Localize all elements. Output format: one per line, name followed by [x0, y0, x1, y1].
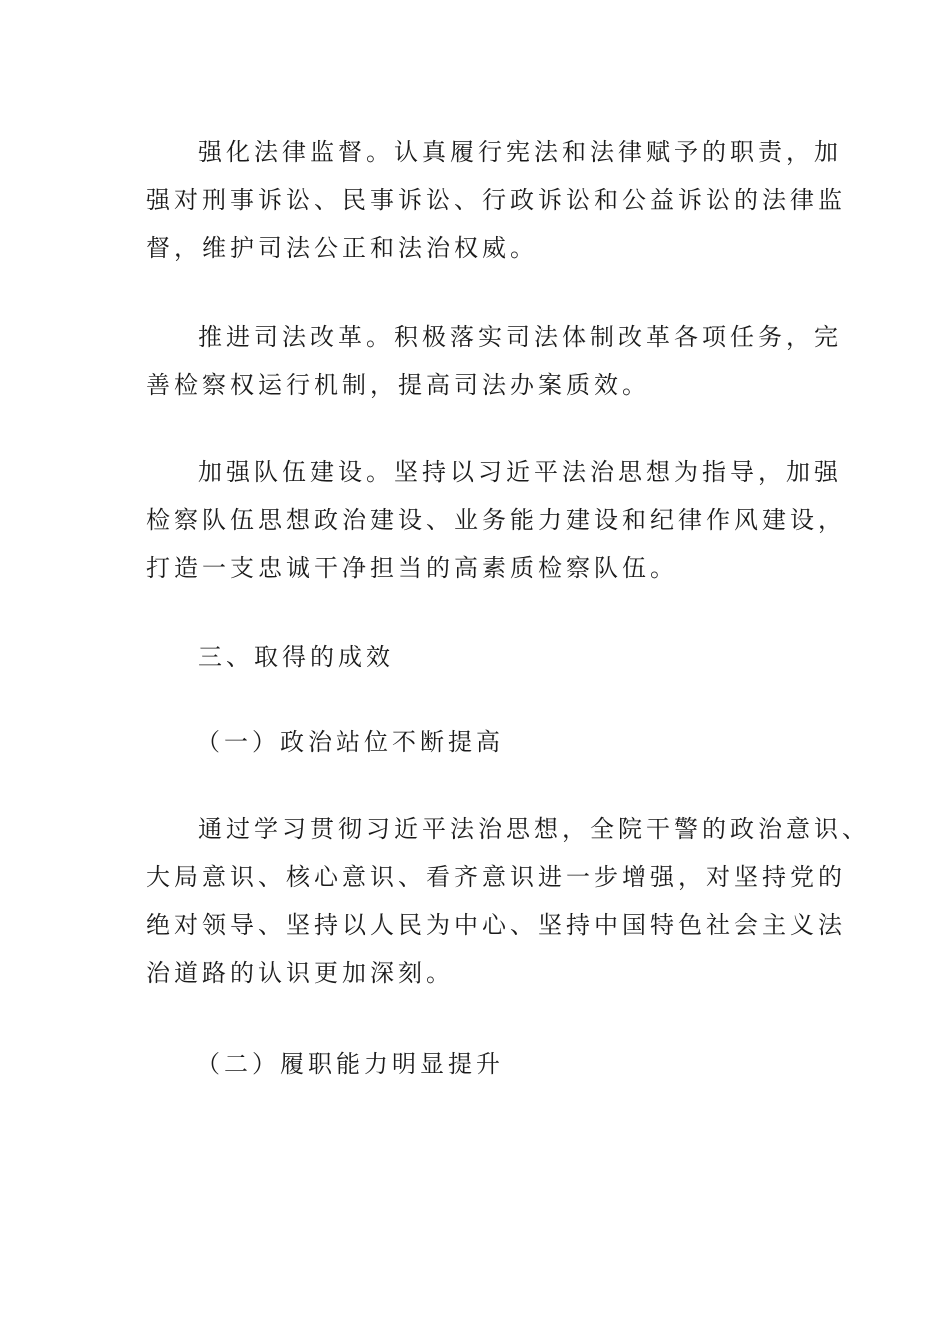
- paragraph-line: 善检察权运行机制，提高司法办案质效。: [146, 371, 650, 399]
- paragraph-line: 打造一支忠诚干净担当的高素质检察队伍。: [146, 554, 678, 582]
- paragraph-line: 强化法律监督。认真履行宪法和法律赋予的职责，加: [198, 138, 842, 166]
- paragraph-legal-supervision: [146, 128, 846, 272]
- subsection-title-performance: （二）履职能力明显提升: [196, 1050, 504, 1078]
- paragraph-line: 督，维护司法公正和法治权威。: [146, 234, 538, 262]
- subsection-title-political-stance: （一）政治站位不断提高: [196, 728, 504, 756]
- paragraph-line: 治道路的认识更加深刻。: [146, 959, 454, 987]
- paragraph-line: 通过学习贯彻习近平法治思想，全院干警的政治意识、: [198, 815, 870, 843]
- paragraph-line: 检察队伍思想政治建设、业务能力建设和纪律作风建设，: [146, 506, 846, 534]
- paragraph-judicial-reform: [146, 313, 842, 409]
- paragraph-line: 加强队伍建设。坚持以习近平法治思想为指导，加强: [198, 458, 842, 486]
- paragraph-line: 推进司法改革。积极落实司法体制改革各项任务，完: [198, 323, 842, 351]
- paragraph-line: 强对刑事诉讼、民事诉讼、行政诉讼和公益诉讼的法律监: [146, 186, 846, 214]
- paragraph-political-awareness: [146, 805, 870, 997]
- paragraph-line: 绝对领导、坚持以人民为中心、坚持中国特色社会主义法: [146, 911, 846, 939]
- section-title-achievements: 三、取得的成效: [198, 643, 394, 671]
- paragraph-line: 大局意识、核心意识、看齐意识进一步增强，对坚持党的: [146, 863, 846, 891]
- paragraph-team-building: [146, 448, 846, 592]
